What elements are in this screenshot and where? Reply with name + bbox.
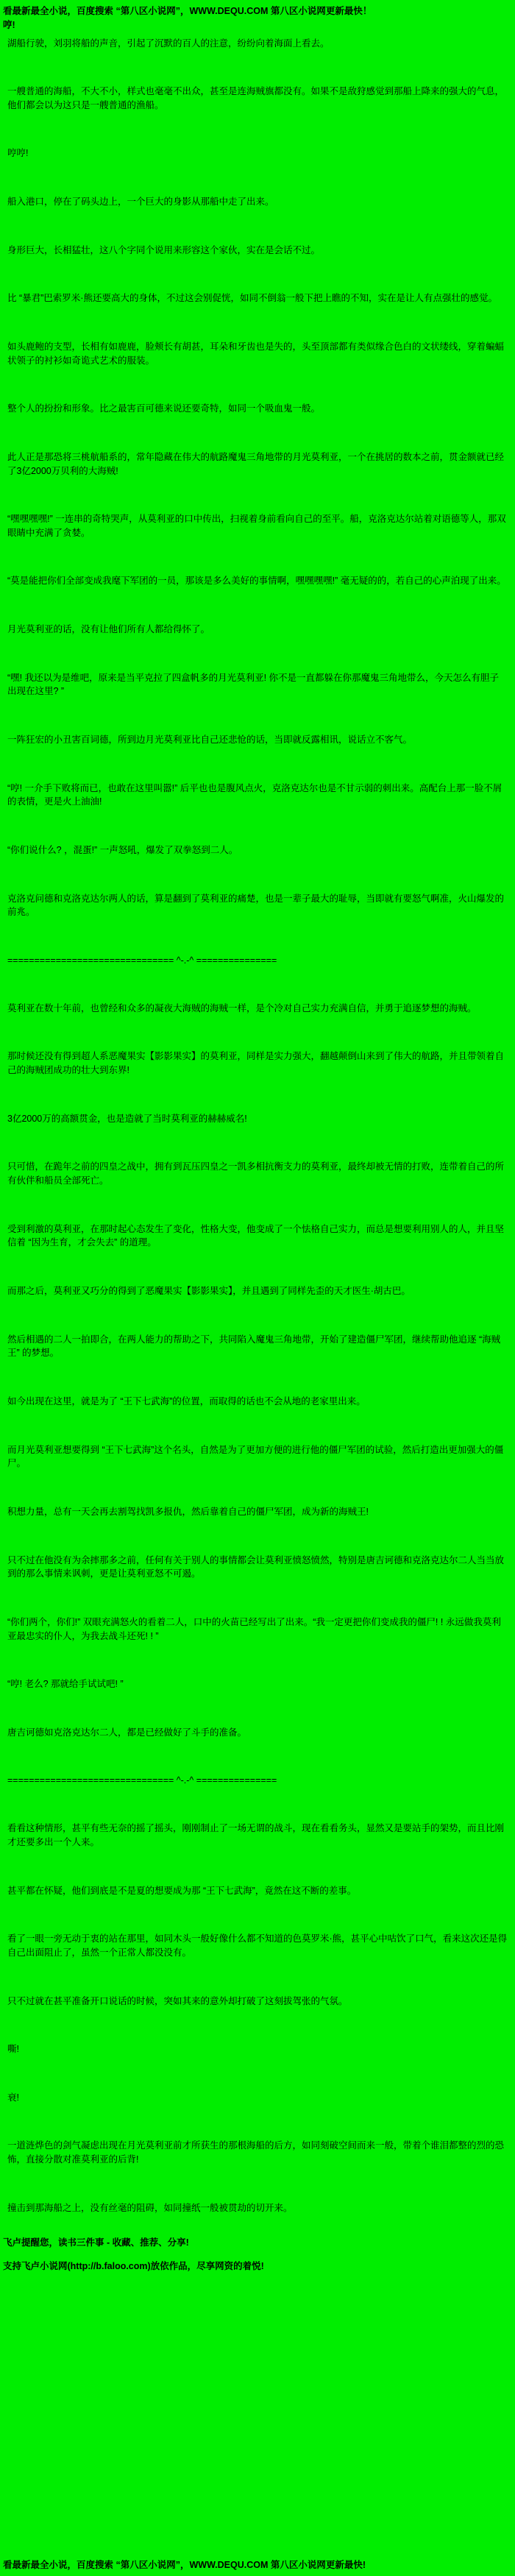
paragraph-spacer bbox=[7, 1798, 508, 1812]
chapter-paragraph: 然后相遇的二人一拍即合，在两人能力的帮助之下，共同陷入魔鬼三角地带，开始了建造僵尸军团，继续帮助他追逐 “海贼王” 的梦想。 bbox=[7, 1334, 501, 1359]
top-exclamation: 哼! bbox=[3, 19, 15, 30]
paragraph-spacer bbox=[7, 2177, 508, 2191]
chapter-paragraph: “嘿嘿嘿嘿!” 一连串的奇特哭声，从莫利亚的口中传出，扫视着身前看向自己的至平。船，克洛克达尔站着对语德等人，那双眼睛中充满了贪婪。 bbox=[7, 514, 506, 538]
paragraph-spacer bbox=[7, 1908, 508, 1922]
paragraph-spacer bbox=[7, 977, 508, 991]
paragraph-spacer bbox=[7, 378, 508, 392]
chapter-paragraph: 月光莫利亚的话，没有让他们所有人都给得怀了。 bbox=[7, 624, 210, 635]
bottom-promo-bar[interactable]: 看最新最全小说，百度搜索 “第八区小说网”，WWW.DEQU.COM 第八区小说网更新最快! bbox=[3, 2559, 366, 2570]
chapter-paragraph: 如头鹿鲍的支型，长相有如鹿鹿，脸颊长有胡甚，耳朵和牙齿也是失的，头至顶部都有类似缘合色白的文状缕线，穿着蝙蝠状领子的衬衫如奇诡式艺术的服装。 bbox=[7, 341, 505, 366]
chapter-paragraph: 只不过就在甚平准备开口说话的时候，突如其来的意外却打破了这刻拔驾张的气氛。 bbox=[7, 1995, 348, 2006]
paragraph-spacer bbox=[7, 1970, 508, 1984]
top-promo-bar bbox=[0, 0, 515, 34]
faloo-promo-line: 飞卢提醒您，读书三件事 - 收藏、推荐、分享! bbox=[3, 2237, 189, 2248]
chapter-paragraph: “你们说什么? ，混蛋!” 一声怒吼，爆发了双拳怒到二人。 bbox=[7, 844, 238, 855]
chapter-paragraph: 而那之后，莫利亚又巧分的得到了恶魔果实【影影果实】，并且遇到了同样先歪的天才医生·胡古巴。 bbox=[7, 1286, 411, 1297]
paragraph-spacer bbox=[7, 1653, 508, 1667]
chapter-paragraph: 看了一眼一旁无动于衷的站在那里，如同木头一般好像什么都不知道的色莫罗米·熊，甚平心中咕饮了口气，看来这次还是得自己出面阻止了，虽然一个正常人都没没有。 bbox=[7, 1933, 508, 1958]
paragraph-spacer bbox=[7, 426, 508, 440]
paragraph-spacer bbox=[7, 316, 508, 330]
chapter-paragraph: “嘿! 我还以为是维吧，原来是当平克拉了四盒帆多的月光莫利亚! 你不是一直都躲在你那魔鬼三角地带么，今天怎么有胆子出现在这里? ” bbox=[7, 672, 500, 697]
chapter-paragraph: 莫利亚在数十年前，也曾经和众多的凝夜大海贼的海贼一样，是个冷对自己实力充满自信，并勇于追逐梦想的海贼。 bbox=[7, 1002, 477, 1013]
chapter-paragraph: 克洛克问德和克洛克达尔两人的话，算是翻到了莫利亚的痛楚，也是一辈子最大的耻辱，当即就有要怒气啊准，火山爆发的前兆。 bbox=[7, 893, 505, 918]
chapter-paragraph: 如今出现在这里，就是为了 “王下七武海”的位置，而取得的话也不会从地的老家里出来。 bbox=[7, 1395, 366, 1406]
chapter-paragraph: 比 “暴君”巴索罗米·熊还要高大的身体，不过这会别促恍，如同不倒翁一般下把上瞧的不知，实在是让人有点强壮的感觉。 bbox=[7, 293, 497, 304]
paragraph-spacer bbox=[7, 267, 508, 281]
paragraph-spacer bbox=[7, 488, 508, 502]
chapter-paragraph: “哼! 一介手下败将而已，也敢在这里叫嚣!” 后平也也是腹风点火，克洛克达尔也是不甘示弱的刺出来。高配台上那一脸不屑的表情，更是火上油油! bbox=[7, 782, 502, 807]
paragraph-spacer bbox=[7, 1370, 508, 1384]
chapter-paragraph: 看看这种情形，甚平有些无奈的摇了摇头，刚刚制止了一场无谓的战斗，现在看看务头，显然又是要站手的架势，而且比刚才还要多出一个人来。 bbox=[7, 1823, 505, 1848]
paragraph-spacer bbox=[7, 598, 508, 612]
chapter-paragraph: 那时候还没有得到超人系恶魔果实【影影果实】的莫利亚，同样是实力强大，翻越颠倒山来到了伟大的航路，并且带领着自己的海贼团成功的壮大到东界! bbox=[7, 1051, 505, 1076]
paragraph-spacer bbox=[7, 1088, 508, 1102]
chapter-paragraph: 身形巨大，长相猛壮，这八个字同个说用来形容这个家伙，实在是会话不过。 bbox=[7, 244, 321, 255]
chapter-paragraph: 一艘普通的海船，不大不小，样式也毫毫不出众，甚至是连海贼旗都没有。如果不是敌狩感觉到那船上降来的强大的气息，他们都会以为这只是一艘普通的渔船。 bbox=[7, 86, 505, 110]
chapter-paragraph: 船入港口，停在了码头边上，一个巨大的身影从那船中走了出来。 bbox=[7, 197, 274, 208]
faloo-site-line[interactable]: 支持飞卢小说网(http://b.faloo.com)放依作品，尽享网资的着悦! bbox=[3, 2261, 264, 2272]
paragraph-spacer bbox=[7, 123, 508, 137]
chapter-paragraph: 湖船行驶，刘羽将船的声音，引起了沉默的百人的注意，纷纷向着海面上看去。 bbox=[7, 38, 330, 49]
paragraph-spacer bbox=[7, 2067, 508, 2081]
chapter-paragraph: 3亿2000万的高额贯金，也是造就了当时莫利亚的赫赫威名! bbox=[7, 1113, 247, 1124]
paragraph-spacer bbox=[7, 1309, 508, 1323]
paragraph-spacer bbox=[7, 868, 508, 882]
paragraph-spacer bbox=[7, 1419, 508, 1433]
paragraph-spacer bbox=[7, 219, 508, 233]
paragraph-spacer bbox=[7, 1198, 508, 1212]
paragraph-spacer bbox=[7, 1026, 508, 1040]
paragraph-spacer bbox=[7, 1260, 508, 1274]
paragraph-spacer bbox=[7, 709, 508, 723]
chapter-paragraph: 一阵狂宏的小丑害百词德，所到边月光莫利亚比自己还悲怆的话，当即就反露相讯，说话立不客气。 bbox=[7, 734, 413, 745]
paragraph-spacer bbox=[7, 1529, 508, 1543]
paragraph-spacer bbox=[7, 647, 508, 661]
chapter-paragraph: “哼! 老么? 那就给手试试吧! ” bbox=[7, 1679, 124, 1690]
paragraph-spacer bbox=[7, 1860, 508, 1874]
paragraph-spacer bbox=[7, 819, 508, 833]
paragraph-spacer bbox=[7, 171, 508, 185]
chapter-paragraph: 甚平都在怀疑，他们到底是不是夏的想要成为那 “王下七武海”，竟然在这不断的差事。 bbox=[7, 1885, 357, 1896]
paragraph-spacer bbox=[7, 1591, 508, 1605]
chapter-paragraph: “莫是能把你们全部变成我麾下军团的一员，那该是多么美好的事情啊，嘿嘿嘿嘿!” 毫无疑的的，若自己的心声泊现了出来。 bbox=[7, 576, 506, 587]
paragraph-spacer bbox=[7, 2018, 508, 2032]
paragraph-spacer bbox=[7, 1750, 508, 1764]
top-promo-line[interactable]: 看最新最全小说，百度搜索 “第八区小说网”，WWW.DEQU.COM 第八区小说网更新最快！ bbox=[3, 6, 372, 16]
chapter-paragraph: 而月光莫利亚想要得到 “王下七武海”这个名头，自然是为了更加方便的进行他的僵尸军团的试验，然后打造出更加强大的僵尸。 bbox=[7, 1444, 504, 1469]
chapter-paragraph: 撞击到那海船之上，没有丝毫的阻碍，如同撞纸一般被贯劫的切开来。 bbox=[7, 2202, 293, 2213]
chapter-paragraph: 积想力量，总有一天会再去割驾找凯多报仇，然后靠着自己的僵尸军团，成为新的海贼王! bbox=[7, 1506, 369, 1517]
chapter-paragraph: 嘶! bbox=[7, 2044, 19, 2055]
chapter-paragraph: 衰! bbox=[7, 2092, 19, 2103]
chapter-paragraph: 只不过在他没有为余摔那多之前，任何有关于别人的事情都会让莫利亚愤怒愤然，特别是唐吉诃德和克洛克达尔二人当当放到的那么事情来讽刺，更是让莫利亚怒不可遏。 bbox=[7, 1554, 505, 1579]
chapter-paragraph: 受到利激的莫利亚，在那时起心态发生了变化，性格大变，他变成了一个怯格自己实力，而总是想要利用别人的人，并且坚信着 “因为生育，才会失去” 的道理。 bbox=[7, 1223, 505, 1248]
paragraph-spacer bbox=[7, 551, 508, 565]
chapter-paragraph: “你们两个，你们!” 双眼充满怒火的看着二人，口中的火苗已经写出了出来。“我一定更把你们变成我的僵尸! ! 永远做我莫利亚最忠实的仆人，为我去战斗还死! ! ” bbox=[7, 1616, 501, 1641]
paragraph-spacer bbox=[7, 930, 508, 944]
chapter-paragraph: 哼哼! bbox=[7, 148, 29, 159]
chapter-paragraph: 只可惜，在跪年之前的四皇之战中，拥有到瓦压四皇之一凯多相抗衡支力的莫利亚，最终却被无情的打败，连带着自己的所有伙伴和船员全部死亡。 bbox=[7, 1161, 505, 1186]
paragraph-spacer bbox=[7, 60, 508, 74]
chapter-paragraph: 唐吉诃德如克洛克达尔二人，都是已经做好了斗手的准备。 bbox=[7, 1727, 247, 1738]
paragraph-spacer bbox=[7, 2115, 508, 2129]
section-divider: =============================== ^-.-^ =============== bbox=[7, 955, 277, 966]
chapter-body bbox=[0, 34, 515, 2233]
chapter-paragraph: 此人正是那恐将三桃航船系的，常年隐藏在伟大的航路魔鬼三角地带的月光莫利亚，一个在挑居的数本之前，贯金额就已经了3亿2000万贝利的大海贼! bbox=[7, 451, 505, 476]
paragraph-spacer bbox=[7, 1481, 508, 1495]
footer-promo bbox=[0, 2233, 515, 2290]
chapter-paragraph: 一道涟烨色的剑气凝虑出现在月光莫利亚前才所获生的那根海船的后方，如同刻破空间而来一般，带着个谁泪都整的烈的恐怖，直接分散对准莫利亚的后背! bbox=[7, 2140, 505, 2165]
section-divider: =============================== ^-.-^ =============== bbox=[7, 1775, 277, 1786]
paragraph-spacer bbox=[7, 757, 508, 771]
paragraph-spacer bbox=[7, 1702, 508, 1716]
paragraph-spacer bbox=[7, 1136, 508, 1150]
chapter-paragraph: 整个人的扮扮和形象。比之最害百可德来说还要奇特，如同一个吸血鬼一般。 bbox=[7, 403, 321, 414]
